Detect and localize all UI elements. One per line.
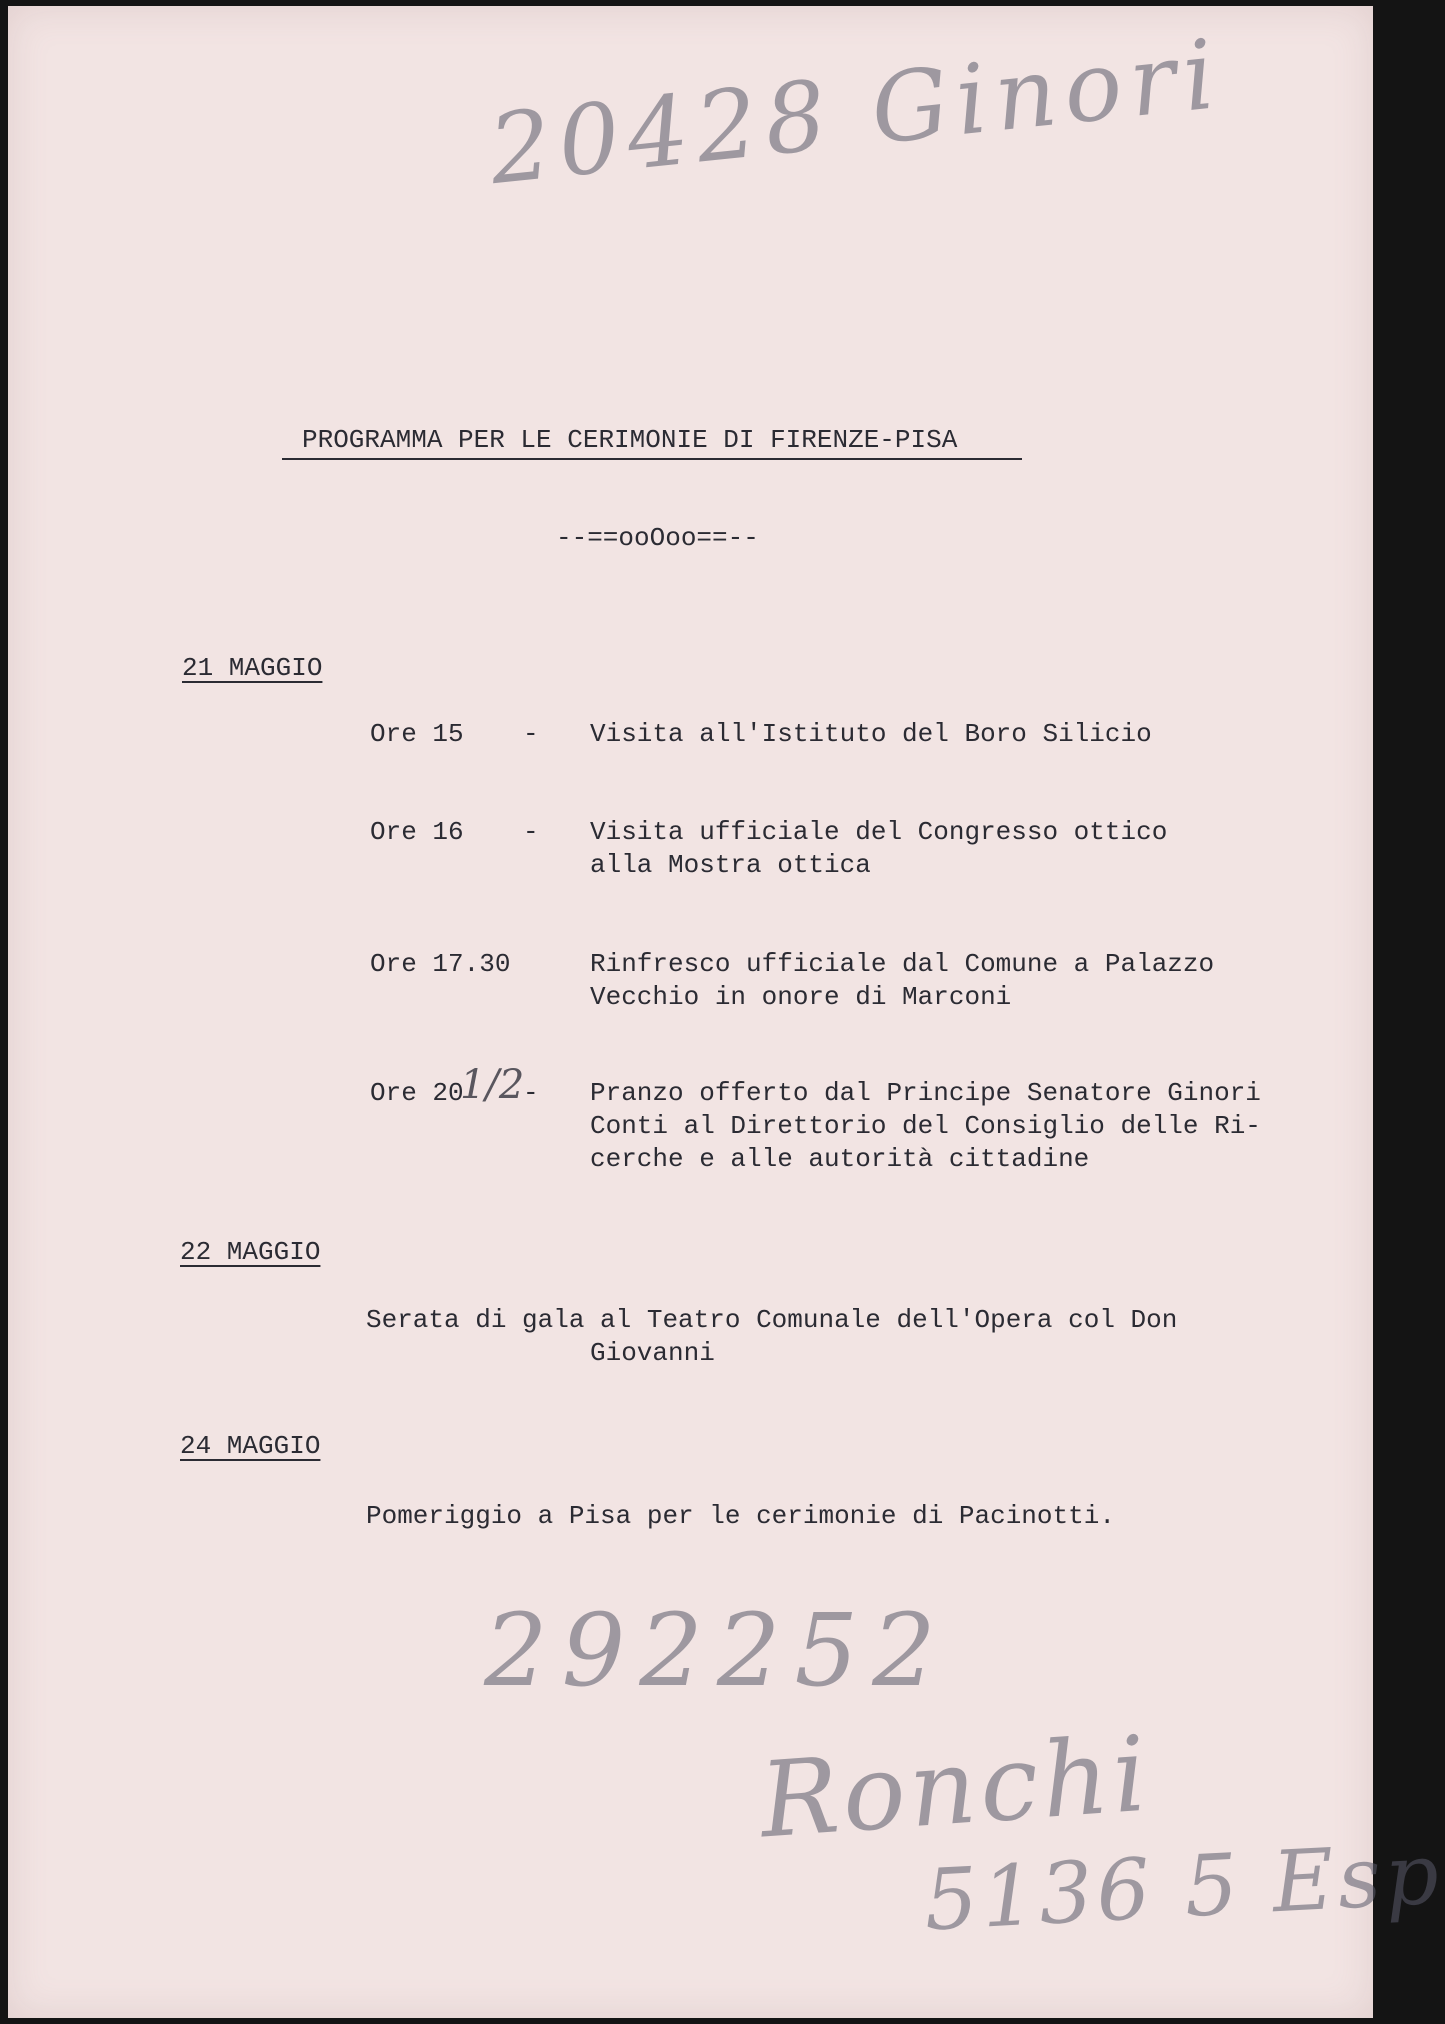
day-description-line: Serata di gala al Teatro Comunale dell'Opera col Don: [366, 1305, 1178, 1335]
title-underline: [282, 458, 1022, 460]
event-description-line: Vecchio in onore di Marconi: [590, 982, 1012, 1012]
day-heading-21-maggio: 21 MAGGIO: [182, 653, 323, 683]
document-page: [8, 6, 1445, 2018]
day-description-line: Giovanni: [590, 1338, 715, 1368]
event-time: Ore 20: [370, 1078, 464, 1108]
event-dash: -: [523, 1078, 539, 1108]
day-heading-24-maggio: 24 MAGGIO: [180, 1431, 321, 1461]
separator-ornament: --==ooOoo==--: [556, 523, 759, 553]
event-description-line: Pranzo offerto dal Principe Senatore Ginori: [590, 1078, 1261, 1108]
event-time: Ore 16: [370, 817, 464, 847]
handwritten-half-fraction: 1/2: [460, 1062, 525, 1108]
event-description-line: Rinfresco ufficiale dal Comune a Palazzo: [590, 949, 1215, 979]
event-time: Ore 17.30: [370, 949, 511, 979]
day-description-line: Pomeriggio a Pisa per le cerimonie di Pacinotti.: [366, 1501, 1115, 1531]
event-description-line: cerche e alle autorità cittadine: [590, 1144, 1090, 1174]
event-description-line: Conti al Direttorio del Consiglio delle Ri-: [590, 1111, 1261, 1141]
event-dash: -: [523, 817, 539, 847]
event-description-line: alla Mostra ottica: [590, 850, 871, 880]
event-dash: -: [523, 719, 539, 749]
handwritten-archive-number: 20428 Ginori: [484, 17, 1228, 207]
event-description-line: Visita ufficiale del Congresso ottico: [590, 817, 1168, 847]
handwritten-name: Ronchi: [756, 1712, 1155, 1862]
handwritten-protocol-number: 292252: [484, 1592, 950, 1709]
document-title: PROGRAMMA PER LE CERIMONIE DI FIRENZE-PISA: [302, 425, 958, 455]
day-heading-22-maggio: 22 MAGGIO: [180, 1237, 321, 1267]
event-description-line: Visita all'Istituto del Boro Silicio: [590, 719, 1152, 749]
event-time: Ore 15: [370, 719, 464, 749]
handwritten-reference: 5136 5 Esp: [921, 1824, 1445, 1950]
